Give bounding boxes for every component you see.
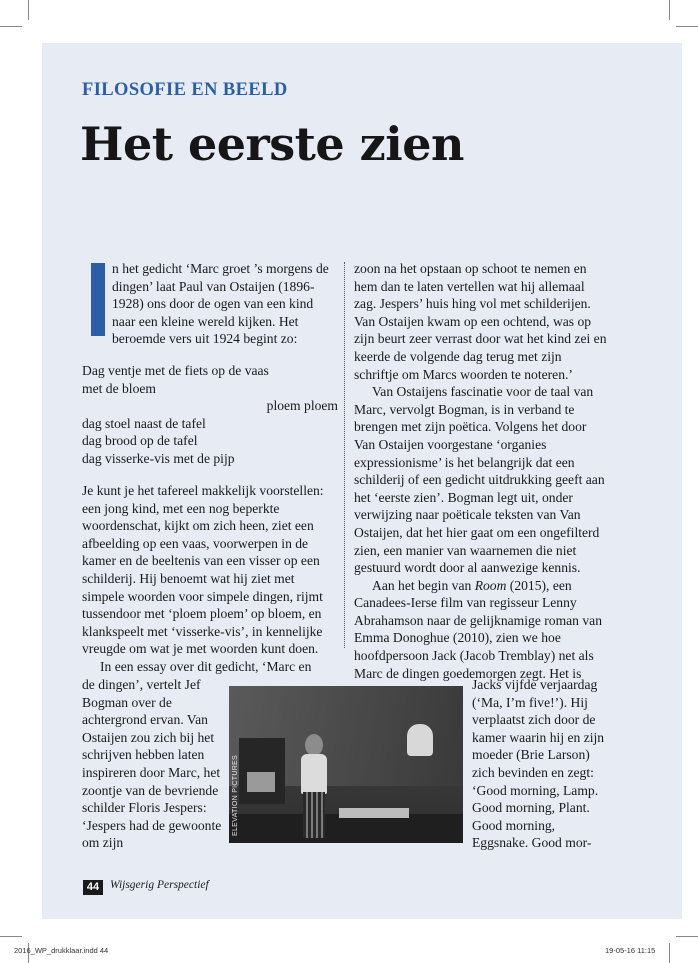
crop-mark (0, 26, 22, 27)
body-paragraph: Van Ostaijens fascinatie voor de taal van Marc, vervolgt Bogman, is in verband te brengen met zijn poëtica. Volgens het door Van Ostaijen voorgestane ‘organies expressionisme’ is het belangrijk dat een schilderij of een gedicht uitdrukking geeft aan het ‘eerste zien’. Bogman legt uit, onder verwijzing naar poëticale teksten van Van Ostaijen, dat het hier gaat om een ongefilterd zien, een manier van waarnemen die niet gestuurd wordt door al aanwezige kennis. (354, 384, 605, 576)
poem-line: ploem ploem (266, 398, 338, 414)
column-right (354, 260, 608, 682)
crop-mark (28, 0, 29, 20)
print-slug-file: 2016_WP_drukklaar.indd 44 (14, 946, 109, 955)
crop-mark (669, 0, 670, 20)
photo-child-legs (303, 792, 325, 838)
column-divider (344, 262, 345, 648)
article-title: Het eerste zien (80, 117, 464, 171)
crop-mark (676, 936, 698, 937)
photo-child-body (301, 754, 327, 794)
photo-credit: ELEVATION PICTURES (232, 755, 239, 836)
page-number: 44 (83, 880, 103, 895)
photo-lamp (407, 724, 433, 756)
journal-name: Wijsgerig Perspectief (110, 879, 209, 891)
crop-mark (676, 26, 698, 27)
intro-paragraph: n het gedicht ‘Marc groet ’s morgens de dingen’ laat Paul van Ostaijen (1896-1928) ons door de ogen van een kind naar een kleine wereld kijken. Het beroemde vers uit 1924 begint zo: (112, 261, 329, 347)
photo-child-head (305, 734, 323, 756)
drop-cap (91, 263, 105, 336)
photo-shelf (239, 738, 285, 804)
photo-tv (247, 772, 275, 792)
photo-floor (229, 814, 463, 843)
poem-block (82, 362, 338, 468)
film-still-photo (229, 686, 463, 843)
crop-mark (669, 943, 670, 963)
poem-line: dag brood op de tafel (82, 433, 198, 449)
poem-line: dag stoel naast de tafel (82, 415, 206, 431)
body-paragraph: zoon na het opstaan op schoot te nemen en hem dan te laten vertellen wat hij allemaal zag. Jespers’ huis hing vol met schilderijen. Van Ostaijen kwam op een ochtend, was op zijn beurt zeer verrast door wat het kind zei en keerde de volgende dag terug met zijn schriftje om Marcs woorden te noteren.’ (354, 261, 607, 382)
body-paragraph-wrap: de dingen’, vertelt Jef Bogman over de achtergrond ervan. Van Ostaijen zou zich bij het schrijven hebben laten inspireren door Marc, het zoontje van de bevriende schilder Floris Jespers: ‘Jespers had de gewoonte om zijn (82, 677, 222, 851)
column-left (82, 482, 338, 676)
poem-line: dag visserke-vis met de pijp (82, 450, 235, 466)
poem-line: Dag ventje met de fiets op de vaas (82, 363, 269, 378)
body-paragraph-wrap: Jacks vijfde verjaardag (‘Ma, I’m five!’). Hij verplaatst zich door de kamer waarin hij en zijn moeder (Brie Larson) zich bevinden en zegt: ‘Good morning, Lamp. Good morning, Plant. Good morning, Eggsnake. Good mor- (472, 677, 605, 851)
poem-line: met de bloem (82, 380, 156, 396)
body-paragraph: In een essay over dit gedicht, ‘Marc en (100, 658, 312, 674)
body-paragraph: Je kunt je het tafereel makkelijk voorstellen: een jong kind, met een nog beperkte woordenschat, kijkt om zich heen, ziet een afbeelding op een vaas, voorwerpen in de kamer en de beeltenis van een visser op een schilderij. Hij benoemt wat hij ziet met simpele woorden voor simpele dingen, rijmt tussendoor met ‘ploem ploem’ op bloem, en klankspeelt met ‘visserke-vis’, in kennelijke vreugde om wat je met woorden kunt doen. (82, 483, 324, 657)
body-paragraph (354, 577, 608, 683)
text-run: (2015), een Canadees-Ierse film van regisseur Lenny Abrahamson naar de gelijknamige roman van Emma Donoghue (2010), zien we hoe hoofdpersoon Jack (Jacob Tremblay) net als Marc de dingen goedemorgen zegt. Het is (354, 577, 602, 681)
crop-mark (0, 936, 22, 937)
print-slug-date: 19-05-16 11:15 (605, 946, 656, 955)
film-title: Room (474, 577, 507, 593)
photo-table (339, 808, 409, 818)
text-run: Aan het begin van (372, 577, 475, 593)
section-kicker: FILOSOFIE EN BEELD (82, 80, 288, 100)
